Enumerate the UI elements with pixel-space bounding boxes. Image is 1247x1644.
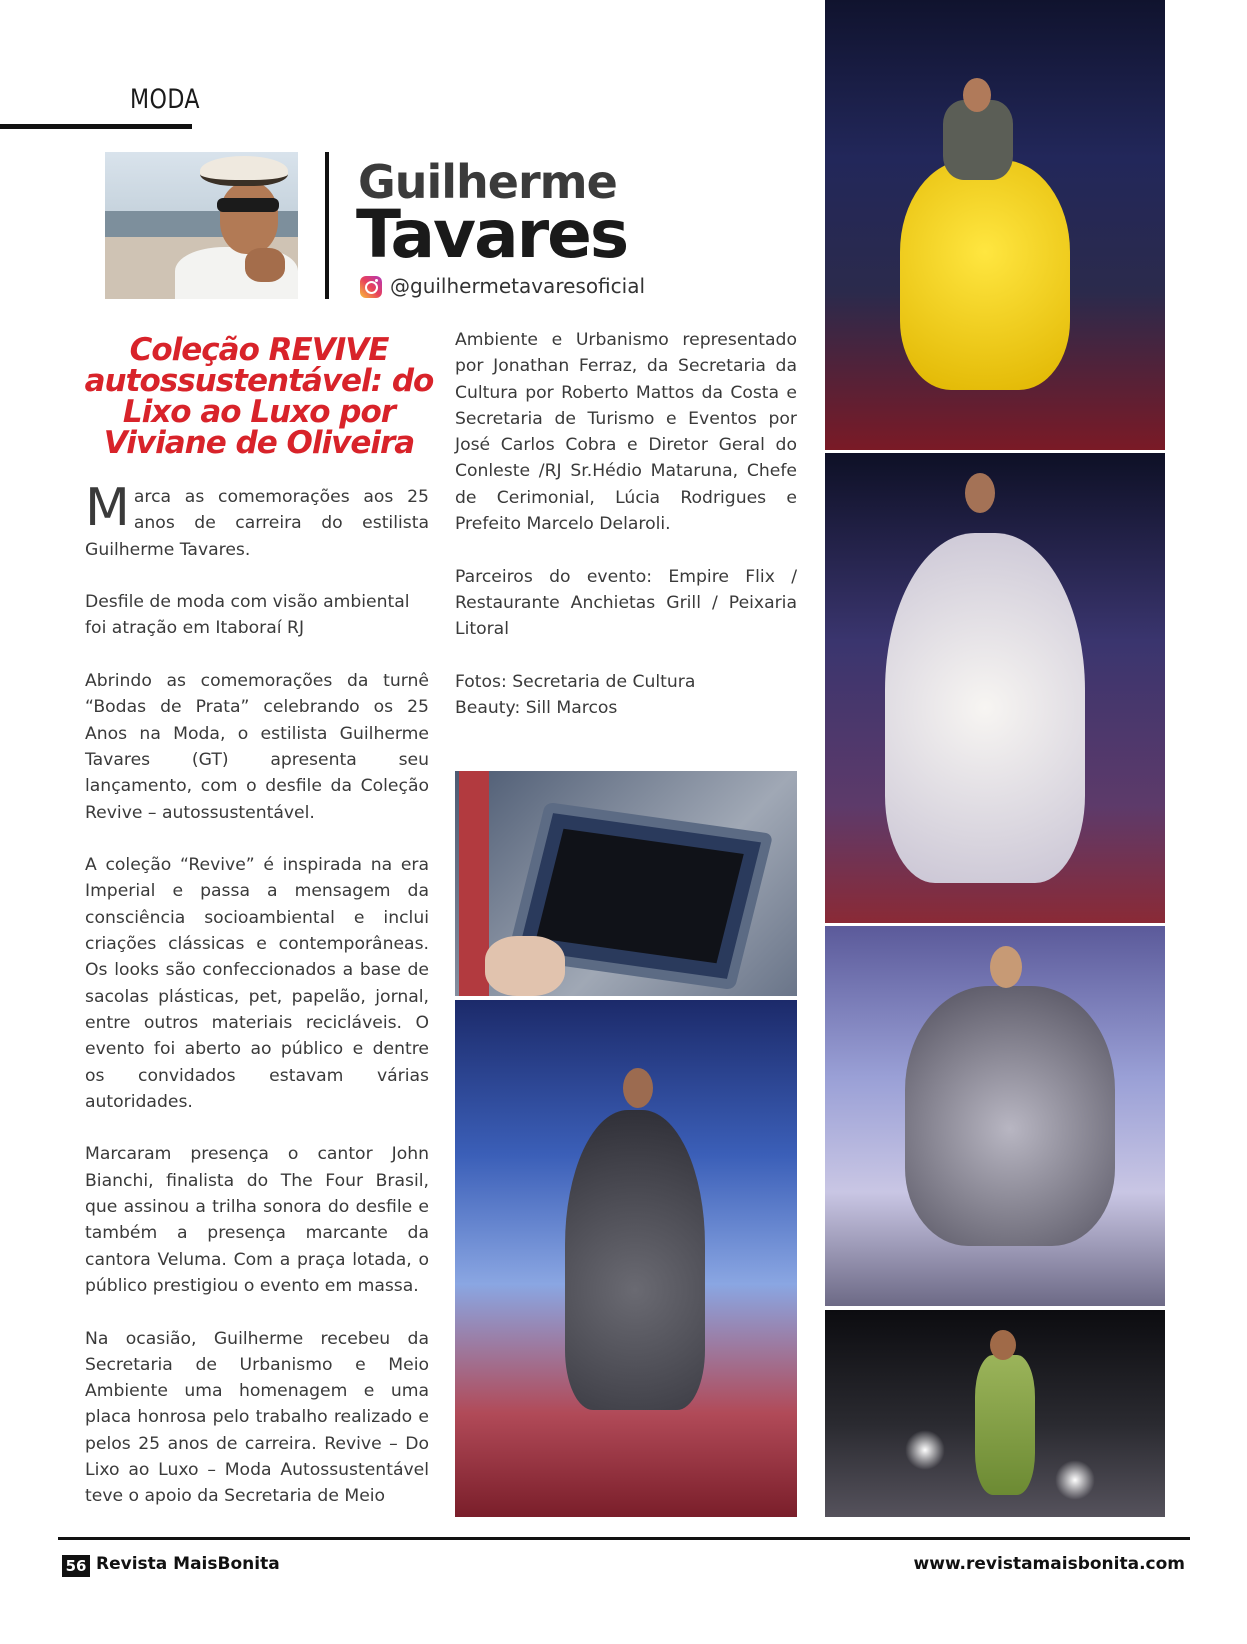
photo-runway-newspaper-dress: [825, 926, 1165, 1306]
article-column-left: [85, 478, 429, 1536]
author-last-name: Tavares: [356, 196, 628, 273]
photo-runway-white-dress: [825, 453, 1165, 923]
photo-model-head: [965, 473, 995, 513]
photo-plaque: [455, 771, 797, 996]
paragraph: Na ocasião, Guilherme recebeu da Secretaria de Urbanismo e Meio Ambiente uma homenagem e uma placa honrosa pelo trabalho realizado e pelos 25 anos de carreira. Revive – Do Lixo ao Luxo – Moda Autossustentável teve o apoio da Secretaria de Meio: [85, 1328, 429, 1507]
page-number: 56: [62, 1555, 90, 1577]
paragraph: Ambiente e Urbanismo representado por Jonathan Ferraz, da Secretaria da Cultura por Roberto Mattos da Costa e Secretaria de Turismo e Eventos por José Carlos Cobra e Diretor Geral do Conleste /RJ Sr.Hédio Mataruna, Chefe de Cerimonial, Lúcia Rodrigues e Prefeito Marcelo Delaroli.: [455, 330, 797, 535]
photo-model: [565, 1110, 705, 1410]
magazine-name: Revista MaisBonita: [96, 1554, 280, 1574]
instagram-icon: [360, 276, 382, 298]
instagram-handle[interactable]: @guilhermetavaresoficial: [390, 274, 646, 298]
photo-model-head: [623, 1068, 653, 1108]
photo-spotlight: [1055, 1460, 1095, 1500]
author-photo: [105, 152, 298, 299]
photo-model-top: [943, 100, 1013, 180]
paragraph-intro: [85, 478, 429, 563]
photo-model: [975, 1355, 1035, 1495]
photo-model: [905, 986, 1115, 1246]
photo-sunglasses: [217, 198, 279, 212]
photo-hand: [245, 248, 285, 282]
photo-model-head: [990, 946, 1022, 988]
photo-runway-yellow-dress: [825, 0, 1165, 450]
photo-face: [220, 182, 278, 254]
photo-runway-crowd: [825, 1310, 1165, 1517]
credit-beauty: Beauty: Sill Marcos: [455, 698, 618, 719]
paragraph: Abrindo as comemorações da turnê “Bodas de Prata” celebrando os 25 Anos na Moda, o estilista Guilherme Tavares (GT) apresenta seu lançamento, com o desfile da Coleção Revive – autossustentável.: [85, 671, 429, 823]
credit-photos: Fotos: Secretaria de Cultura: [455, 671, 696, 692]
photo-hat: [200, 156, 288, 186]
photo-spotlight: [905, 1430, 945, 1470]
drop-cap: M: [85, 478, 130, 538]
photo-hand: [485, 936, 565, 996]
paragraph: Marcaram presença o cantor John Bianchi, finalista do The Four Brasil, que assinou a trilha sonora do desfile e também a presença marcante da cantora Veluma. Com a praça lotada, o público prestigiou o evento em massa.: [85, 1144, 429, 1296]
paragraph-intro-text: arca as comemorações aos 25 anos de carreira do estilista Guilherme Tavares.: [85, 487, 429, 560]
section-label: MODA: [130, 84, 200, 115]
paragraph: Parceiros do evento: Empire Flix / Restaurante Anchietas Grill / Peixaria Litoral: [455, 566, 797, 640]
paragraph: A coleção “Revive” é inspirada na era Imperial e passa a mensagem da consciência socioambiental e inclui criações clássicas e contemporâneas. Os looks são confeccionados a base de sacolas plásticas, pet, papelão, jornal, entre outros materiais recicláveis. O evento foi aberto ao público e dentre os convidados estavam várias autoridades.: [85, 855, 429, 1112]
article-title: Coleção REVIVE autossustentável: do Lixo ao Luxo por Viviane de Oliveira: [84, 332, 434, 461]
photo-model: [885, 533, 1085, 883]
paragraph: Desfile de moda com visão ambiental foi atração em Itaboraí RJ: [85, 592, 410, 639]
section-rule: [0, 124, 192, 129]
name-divider: [325, 152, 329, 299]
photo-model-head: [990, 1330, 1016, 1360]
photo-model-head: [963, 78, 991, 112]
author-first-name: Guilherme: [358, 155, 617, 209]
photo-model: [900, 160, 1070, 390]
footer-rule: [58, 1537, 1190, 1540]
article-column-middle: [455, 327, 797, 748]
photo-runway-paper-dress: [455, 1000, 797, 1517]
website-link[interactable]: www.revistamaisbonita.com: [913, 1554, 1185, 1574]
